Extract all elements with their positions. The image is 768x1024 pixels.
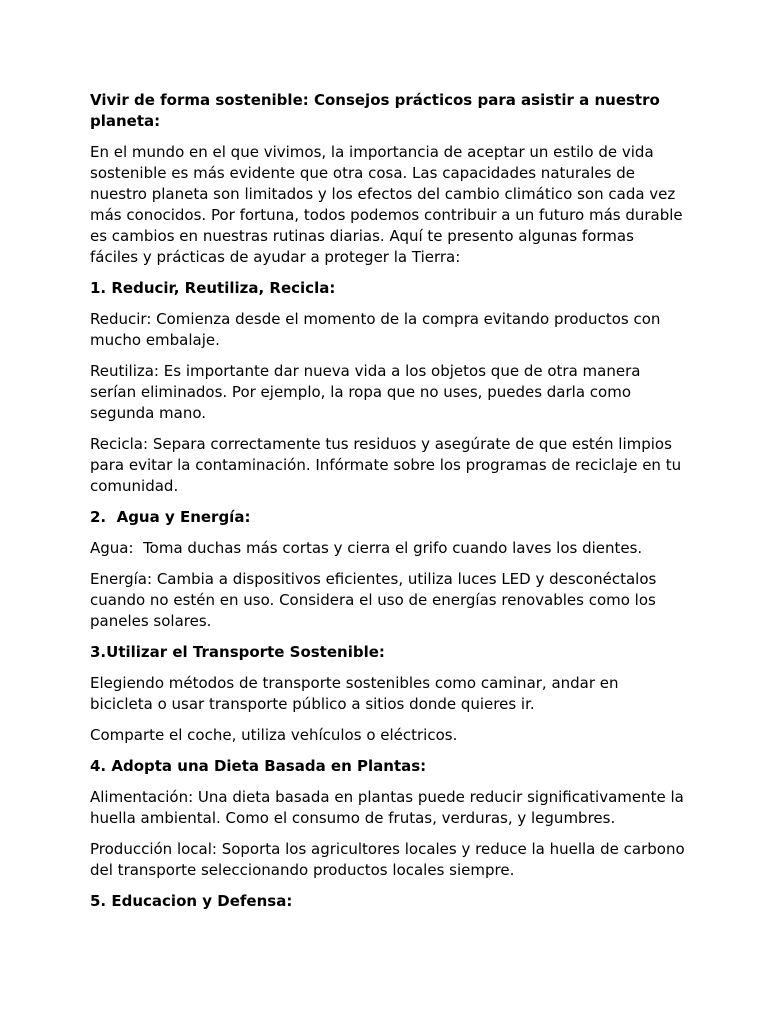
paragraph-energia: Energía: Cambia a dispositivos eficientes, utiliza luces LED y desconéctalos cuando no estén en uso. Considera el uso de energías renovables como los paneles solares.	[90, 570, 662, 630]
document-title: Vivir de forma sostenible: Consejos prácticos para asistir a nuestro planeta:	[90, 91, 666, 130]
section-heading-transport: 3.Utilizar el Transporte Sostenible:	[90, 643, 385, 661]
paragraph-alimentacion: Alimentación: Una dieta basada en plantas puede reducir significativamente la huella ambiental. Como el consumo de frutas, verduras, y legumbres.	[90, 788, 689, 827]
paragraph-produccion-local: Producción local: Soporta los agricultores locales y reduce la huella de carbono del transporte seleccionando productos locales siempre.	[90, 840, 690, 879]
document-page	[90, 90, 690, 922]
paragraph-reducir: Reducir: Comienza desde el momento de la compra evitando productos con mucho embalaje.	[90, 310, 666, 349]
paragraph-recicla: Recicla: Separa correctamente tus residuos y asegúrate de que estén limpios para evitar la contaminación. Infórmate sobre los programas de reciclaje en tu comunidad.	[90, 435, 686, 495]
section-heading-education: 5. Educacion y Defensa:	[90, 892, 293, 910]
section-heading-plant-diet: 4. Adopta una Dieta Basada en Plantas:	[90, 757, 427, 775]
paragraph-transport-methods: Elegiendo métodos de transporte sostenibles como caminar, andar en bicicleta o usar transporte público a sitios donde quieres ir.	[90, 674, 624, 713]
section-heading-reduce: 1. Reducir, Reutiliza, Recicla:	[90, 279, 336, 297]
section-heading-water-energy: 2. Agua y Energía:	[90, 508, 251, 526]
paragraph-reutiliza: Reutiliza: Es importante dar nueva vida a los objetos que de otra manera serían eliminados. Por ejemplo, la ropa que no uses, puedes darla como segunda mano.	[90, 362, 646, 422]
intro-paragraph: En el mundo en el que vivimos, la importancia de aceptar un estilo de vida sostenible es más evidente que otra cosa. Las capacidades naturales de nuestro planeta son limitados y los efectos del cambio climático son cada vez más conocidos. Por fortuna, todos podemos contribuir a un futuro más durable es cambios en nuestras rutinas diarias. Aquí te presento algunas formas fáciles y prácticas de ayudar a proteger la Tierra:	[90, 143, 688, 266]
paragraph-carpool: Comparte el coche, utiliza vehículos o eléctricos.	[90, 726, 458, 744]
paragraph-agua: Agua: Toma duchas más cortas y cierra el grifo cuando laves los dientes.	[90, 539, 643, 557]
